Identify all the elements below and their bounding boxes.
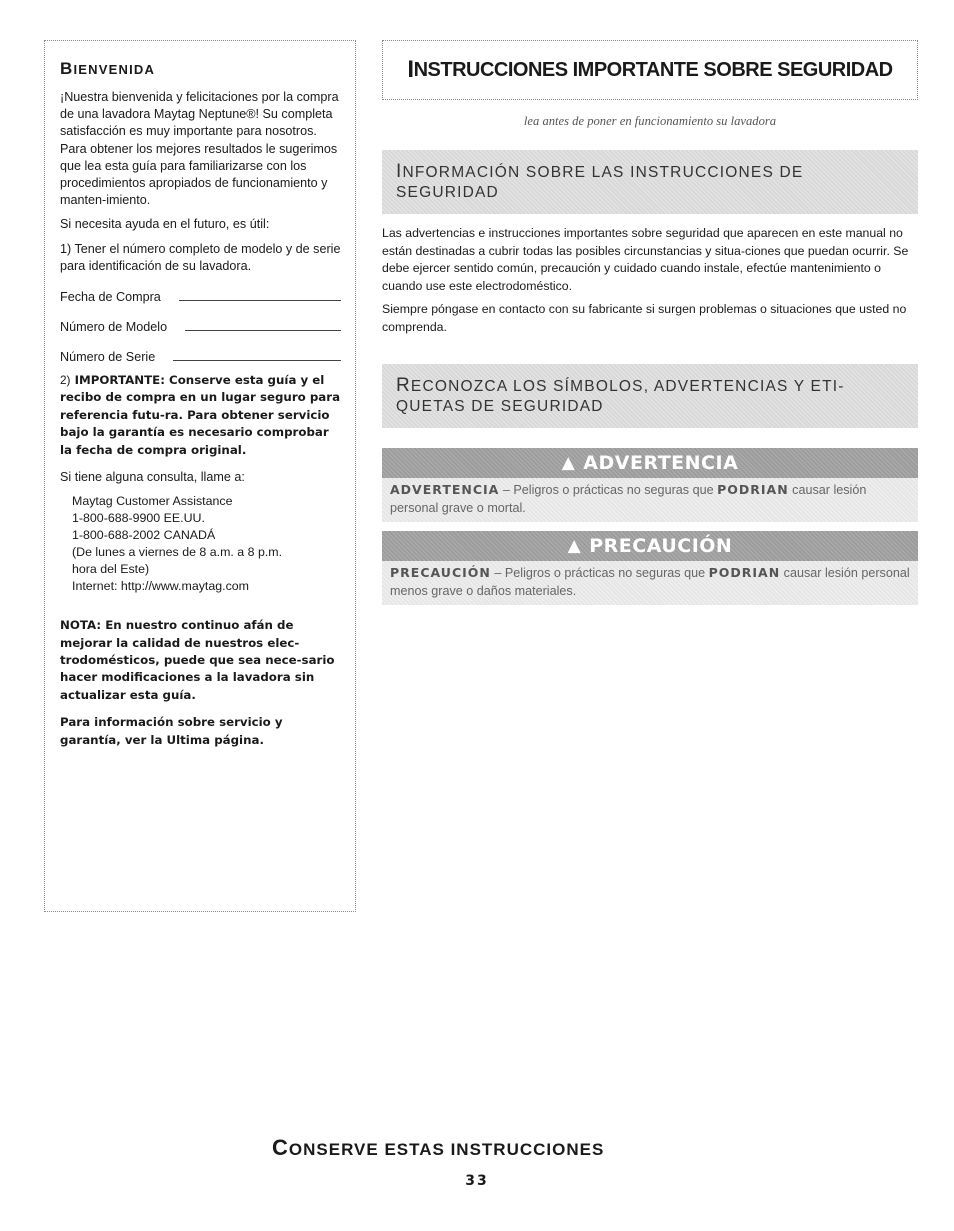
welcome-heading: BIENVENIDA <box>60 59 156 78</box>
help-intro: Si necesita ayuda en el futuro, es útil: <box>60 217 270 232</box>
warning-block <box>382 448 918 522</box>
warning-triangle-icon: ▲ <box>561 453 576 473</box>
footer-title: CONSERVE ESTAS INSTRUCCIONES <box>272 1135 605 1160</box>
service-note: Para información sobre servicio y garantía, ver la Ultima página. <box>60 715 283 747</box>
caution-triangle-icon: ▲ <box>567 536 582 556</box>
section-symbols-header: RECONOZCA LOS SÍMBOLOS, ADVERTENCIAS Y ETI- QUETAS DE SEGURIDAD <box>382 364 918 428</box>
safety-para-1: Las advertencias e instrucciones importantes sobre seguridad que aparecen en este manual no están destinadas a cubrir todas las posibles circunstancias y situa-ciones que puedan ocurrir. Se debe ejercer sentido común, precaución y cuidado cuando instale, efectúe mantenimiento o cuando use este electrodoméstico. <box>382 226 909 293</box>
caution-block <box>382 531 918 605</box>
model-number-field[interactable]: Número de Modelo <box>60 312 341 334</box>
contact-block <box>60 493 341 595</box>
welcome-box <box>44 40 356 912</box>
serial-number-field[interactable]: Número de Serie <box>60 342 341 364</box>
caution-text: PRECAUCIÓN – Peligros o prácticas no seguras que PODRIAN causar lesión personal menos grave o daños materiales. <box>382 561 918 605</box>
warning-bar: ▲ ADVERTENCIA <box>382 448 918 478</box>
help-item-1: 1) Tener el número completo de modelo y de serie para identificación de su lavadora. <box>60 241 341 273</box>
contact-line: 1-800-688-2002 CANADÁ <box>72 528 216 543</box>
page-number: 33 <box>465 1173 489 1189</box>
warning-text: ADVERTENCIA – Peligros o prácticas no seguras que PODRIAN causar lesión personal grave o mortal. <box>382 478 918 522</box>
contact-line: (De lunes a viernes de 8 a.m. a 8 p.m. <box>72 545 283 560</box>
help-item-2: 2) IMPORTANTE: Conserve esta guía y el recibo de compra en un lugar seguro para referencia futu-ra. Para obtener servicio bajo la garantía es necesario comprobar la fecha de compra original. <box>60 373 341 457</box>
contact-line: hora del Este) <box>72 562 150 577</box>
purchase-date-field[interactable]: Fecha de Compra <box>60 282 341 304</box>
main-title: I <box>407 56 414 83</box>
consult-text: Si tiene alguna consulta, llame a: <box>60 470 245 485</box>
safety-paragraphs <box>382 225 918 343</box>
welcome-intro: ¡Nuestra bienvenida y felicitaciones por la compra de una lavadora Maytag Neptune®! Su completa satisfacción es muy importante para nosotros. Para obtener los mejores resultados le sugerimos que lea esta guía para familiarizarse con los procedimientos apropiados de funcionamiento y manten-imiento. <box>60 90 339 208</box>
nota-text: NOTA: En nuestro continuo afán de mejorar la calidad de nuestros elec-trodomésticos, puede que sea nece-sario hacer modificaciones a la lavadora sin actualizar esta guía. <box>60 618 335 702</box>
contact-line: 1-800-688-9900 EE.UU. <box>72 511 205 526</box>
main-title-rest: NSTRUCCIONES IMPORTANTE SOBRE SEGURIDAD <box>413 58 893 81</box>
safety-para-2: Siempre póngase en contacto con su fabricante si surgen problemas o situaciones que usted no comprenda. <box>382 302 907 334</box>
contact-line[interactable]: Internet: http://www.maytag.com <box>72 579 249 594</box>
caution-bar: ▲ PRECAUCIÓN <box>382 531 918 561</box>
contact-line: Maytag Customer Assistance <box>72 494 233 509</box>
subtitle: lea antes de poner en funcionamiento su lavadora <box>523 114 777 128</box>
main-title-box <box>382 40 918 100</box>
section-info-header: INFORMACIÓN SOBRE LAS INSTRUCCIONES DE SEGURIDAD <box>382 150 918 214</box>
